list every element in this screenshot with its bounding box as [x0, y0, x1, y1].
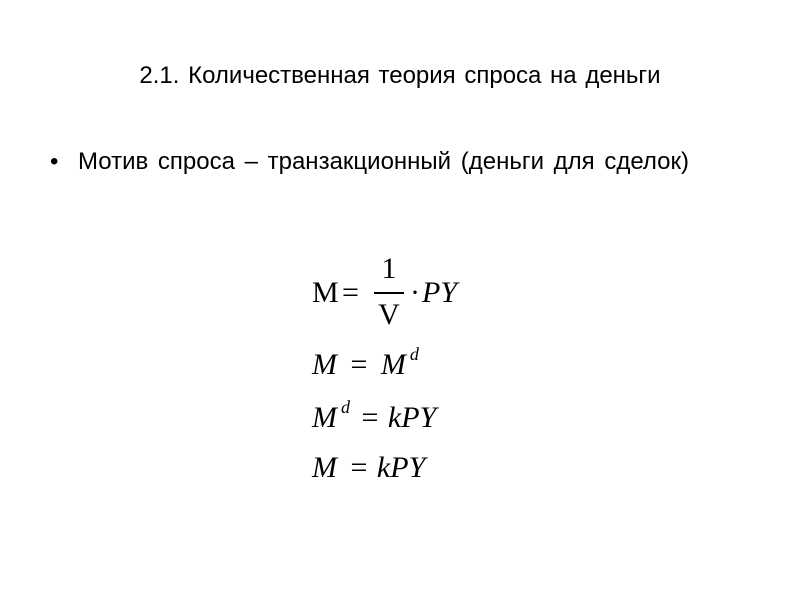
formula-1-equals: =: [342, 276, 359, 309]
bullet-item: [44, 146, 738, 178]
formula-1-denominator: V: [378, 298, 400, 331]
formula-1-numerator: 1: [381, 252, 397, 285]
formula-cambridge: [312, 453, 425, 483]
formula-velocity: [312, 252, 472, 336]
formula-2-equals: =: [350, 348, 368, 381]
formula-3-lhs: M: [312, 401, 337, 434]
formula-1-dot: ·: [410, 276, 420, 309]
formula-equilibrium: [312, 344, 419, 383]
formula-4-rhs: kPY: [376, 451, 426, 484]
formula-1-lhs: M: [312, 276, 339, 309]
formula-3-rhs: kPY: [387, 401, 437, 434]
bullet-list: [44, 146, 744, 178]
fraction-bar: [374, 292, 404, 294]
formula-4-equals: =: [350, 451, 368, 484]
formula-2-rhs-sup: d: [409, 344, 419, 364]
formula-3-lhs-sup: d: [341, 397, 350, 417]
slide-title: 2.1. Количественная теория спроса на деньги: [139, 62, 661, 89]
formula-demand: [312, 397, 437, 436]
bullet-text: Мотив спроса – транзакционный (деньги для сделок): [78, 148, 690, 175]
formula-2-rhs: M: [380, 348, 406, 381]
bullet-marker: •: [50, 148, 59, 175]
formula-3-equals: =: [361, 401, 379, 434]
formula-1-rhs: PY: [422, 276, 458, 309]
formula-2-lhs: M: [312, 348, 337, 381]
formula-4-lhs: M: [312, 451, 337, 484]
